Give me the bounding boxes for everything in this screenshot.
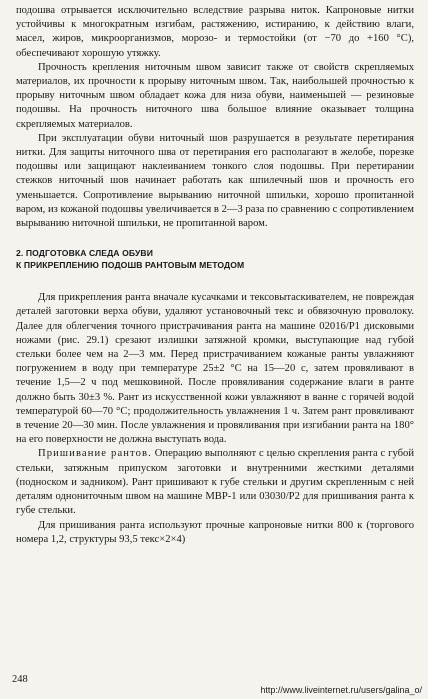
paragraph-5 <box>16 447 414 518</box>
paragraph-5-body: Операцию выполняют с целью скрепления ранта с губой стельки, затяжным припуском заготовки и внутренними жесткими деталями (подноском и задником). Рант пришивают к губе стельки и другим скрепленным с ней деталям однониточным швом на машине МВР-1 или 03030/Р2 для пришивания ранта к губе стельки. <box>16 448 414 517</box>
paragraph-3: При эксплуатации обуви ниточный шов разрушается в результате перетирания нитки. Для защиты ниточного шва от перетирания его располагают в желобе, порезке подошвы или защищают наклеиванием тонкого слоя подошвы. При перетирании стежков ниточный шов начинает работать как шпилечный шов и прочность его уменьшается. Сопротивление вырыванию ниточной шпильки, хорошо пропитанной варом, из кожаной подошвы увеличивается в 2—3 раза по сравнению с сопротивлением вырыванию ниточной шпильки, не пропитанной варом. <box>16 132 414 230</box>
paragraph-4: Для прикрепления ранта вначале кусачками и тексовытаскивателем, не повреждая деталей заготовки верха обуви, удаляют установочный текс и обвязочную проволоку. Далее для облегчения точного пристрачивания ранта на машине 02016/Р1 дисковыми ножами (рис. 29.1) срезают излишки затяжной кромки, выступающие над губой стельки более чем на 2—3 мм. Перед пристрачиванием кожаные ранты увлажняют погружением в воду при температуре 25±2 °С на 15—20 с, затем провяливают в течение 1,5—2 ч под мешковиной. После провяливания содержание влаги в ранте должно быть 30±3 %. Рант из искусственной кожи увлажняют в ванне с горячей водой температурой 60—70 °С; продолжительность увлажнения 1 ч. Затем рант провяливают в течение 20—30 мин. После увлажнения и провяливания при изгибании ранта на 180° на его поверхности не должна выступать вода. <box>16 292 414 446</box>
page-number: 248 <box>12 674 28 685</box>
paragraph-6: Для пришивания ранта используют прочные капроновые нитки 800 к (торгового номера 1,2, структуры 93,5 текс×2×4) <box>16 519 414 545</box>
section-heading-line-1: 2. ПОДГОТОВКА СЛЕДА ОБУВИ <box>16 248 153 259</box>
paragraph-1: подошва отрывается исключительно вследствие разрыва ниток. Капроновые нитки устойчивы к многократным изгибам, растяжению, истиранию, к действию влаги, масел, жиров, микроорганизмов, морозо- и термостойки (от −70 до +160 °С), обеспечивают хорошую утяжку. <box>16 5 414 59</box>
section-heading-line-2: К ПРИКРЕПЛЕНИЮ ПОДОШВ РАНТОВЫМ МЕТОДОМ <box>16 259 245 270</box>
section-heading <box>16 248 414 271</box>
page-content <box>16 4 414 547</box>
paragraph-2: Прочность крепления ниточным швом зависит также от свойств скрепляемых материалов, их прочности к прорыву ниточным швом. Так, наибольшей прочностью к прорыву ниточным швом обладает кожа для низа обуви, наименьшей — резиновые подошвы. На прочность ниточного шва большое влияние оказывает толщина скрепляемых материалов. <box>16 61 414 130</box>
footer-url: http://www.liveinternet.ru/users/galina_o/ <box>260 685 422 695</box>
paragraph-5-lead: Пришивание рантов. <box>38 448 152 460</box>
